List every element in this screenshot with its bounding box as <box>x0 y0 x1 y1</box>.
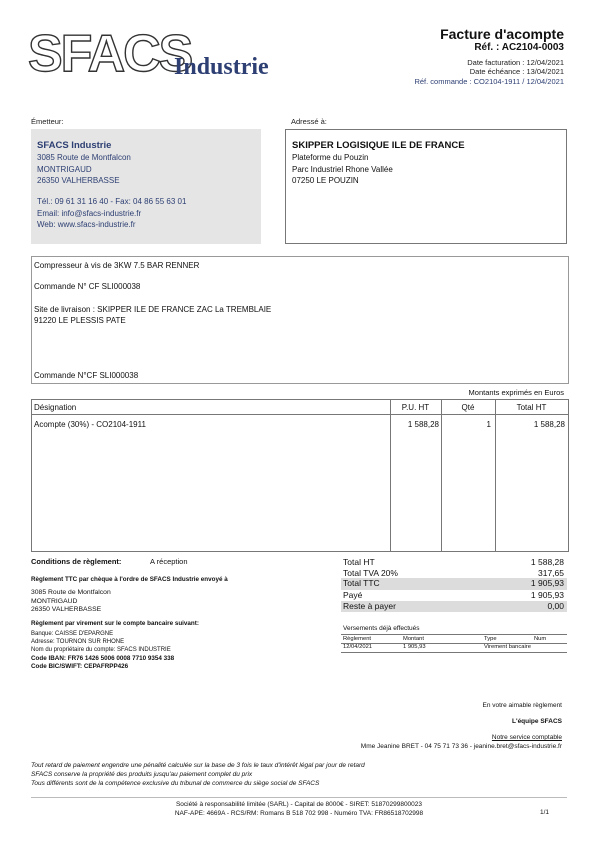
recipient-address <box>292 152 393 187</box>
payment-row <box>341 643 567 653</box>
bank-owner: Nom du propriétaire du compte: SFACS INDUSTRIE <box>31 647 171 653</box>
total-value: 1 905,93 <box>530 578 564 588</box>
row-total: 1 588,28 <box>533 420 565 429</box>
total-value: 0,00 <box>547 600 564 611</box>
total-value: 1 588,28 <box>530 557 564 567</box>
emitter-line2: MONTRIGAUD <box>37 164 92 174</box>
cheque-address <box>31 589 111 615</box>
invoice-ref: Réf. : AC2104-0003 <box>474 42 564 53</box>
header-pu: P.U. HT <box>401 403 430 412</box>
payment-date: 12/04/2021 <box>343 644 373 650</box>
bic: Code BIC/SWIFT: CEPAFRPP426 <box>31 663 129 670</box>
total-row <box>341 590 567 602</box>
conditions-value: A réception <box>150 557 188 566</box>
legal-line3: Tous différents sont de la compétence exclusive du tribunal de commerce du siège social de SFACS <box>31 780 320 787</box>
row-qty: 1 <box>486 420 491 429</box>
cheque-line3: 26350 VALHERBASSE <box>31 606 102 613</box>
emitter-name: SFACS Industrie <box>37 140 112 151</box>
closing-service: Notre service comptable <box>491 734 562 741</box>
total-value: 1 905,93 <box>530 589 564 600</box>
total-row <box>341 578 567 590</box>
company-logo: SFACS <box>28 25 192 83</box>
invoice-title: Facture d'acompte <box>440 26 564 42</box>
header-designation: Désignation <box>34 403 77 412</box>
recipient-line2: Parc Industriel Rhone Vallée <box>292 164 393 174</box>
emitter-line3: 26350 VALHERBASSE <box>37 176 120 185</box>
emitter-box <box>31 129 261 244</box>
virement-title: Règlement par virement sur le compte bancaire suivant: <box>31 620 199 627</box>
total-value: 317,65 <box>538 567 564 578</box>
emitter-email[interactable]: Email: info@sfacs-industrie.fr <box>37 208 142 218</box>
payments-title: Versements déjà effectués <box>343 625 420 632</box>
payments-header-reglement: Règlement <box>343 636 372 642</box>
recipient-name: SKIPPER LOGISIQUE ILE DE FRANCE <box>292 140 465 151</box>
page-number: 1/1 <box>539 809 549 816</box>
total-label: Reste à payer <box>343 600 396 611</box>
legal-notes <box>31 761 365 788</box>
row-designation: Acompte (30%) - CO2104-1911 <box>34 420 146 429</box>
recipient-line3: 07250 LE POUZIN <box>292 176 359 185</box>
legal-line2: SFACS conserve la propriété des produits jusqu'au paiement complet du prix <box>31 771 253 778</box>
legal-line1: Tout retard de paiement engendre une pénalité calculée sur la base de 3 fois le taux d'intérêt légal par jour de retard <box>31 762 365 769</box>
recipient-label: Adressé à: <box>291 117 327 126</box>
cheque-line1: 3085 Route de Montfalcon <box>31 589 111 596</box>
iban: Code IBAN: FR76 1426 5006 0008 7710 9354 338 <box>31 655 175 662</box>
ref-commande: Réf. commande : CO2104-1911 / 12/04/2021 <box>414 77 564 86</box>
total-row <box>341 601 567 613</box>
date-facturation: Date facturation : 12/04/2021 <box>467 58 564 67</box>
date-echeance: Date échéance : 13/04/2021 <box>469 67 564 76</box>
emitter-label: Émetteur: <box>31 117 64 126</box>
footer-line1: Société à responsabilité limitée (SARL) - Capital de 8000€ - SIRET: 51870299800023 <box>175 801 423 808</box>
footer-line2: NAF-APE: 4669A - RCS/RM: Romans B 518 702 998 - Numéro TVA: FR86518702998 <box>174 810 424 817</box>
header-total: Total HT <box>516 403 547 412</box>
emitter-address <box>37 152 131 187</box>
cheque-title: Règlement TTC par chèque à l'ordre de SFACS Industrie envoyé à <box>31 576 228 583</box>
payments-header-num: Num <box>534 636 547 642</box>
bank-codes <box>31 655 174 671</box>
footer <box>31 800 567 818</box>
desc-line5: Commande N°CF SLI000038 <box>34 371 139 380</box>
row-pu: 1 588,28 <box>407 420 439 429</box>
conditions-label: Conditions de règlement: <box>31 557 122 566</box>
desc-line3: Site de livraison : SKIPPER ILE DE FRANCE ZAC La TREMBLAIE <box>34 305 272 314</box>
desc-line1: Compresseur à vis de 3KW 7.5 BAR RENNER <box>34 261 200 270</box>
payments-header-type: Type <box>484 636 497 642</box>
bank-info <box>31 630 171 654</box>
recipient-box <box>285 129 567 244</box>
closing-team: L'équipe SFACS <box>512 718 562 725</box>
recipient-line1: Plateforme du Pouzin <box>292 153 369 162</box>
total-label: Total TTC <box>343 578 380 588</box>
emitter-line1: 3085 Route de Montfalcon <box>37 153 131 162</box>
cheque-line2: MONTRIGAUD <box>31 597 78 605</box>
payments-header-montant: Montant <box>403 636 424 642</box>
currency-note: Montants exprimés en Euros <box>468 388 564 397</box>
desc-line2: Commande N° CF SLI000038 <box>34 282 141 291</box>
bank-name: Banque: CAISSE D'EPARGNE <box>31 631 114 637</box>
company-logo-subtitle: Industrie <box>174 54 269 80</box>
total-label: Total TVA 20% <box>343 567 398 578</box>
footer-divider <box>31 797 567 798</box>
emitter-web[interactable]: Web: www.sfacs-industrie.fr <box>37 220 136 229</box>
description-box <box>31 256 569 384</box>
payment-type: Virement bancaire <box>484 644 531 650</box>
emitter-phone: Tél.: 09 61 31 16 40 - Fax: 04 86 55 63 01 <box>37 197 187 206</box>
closing-contact: Mme Jeanine BRET - 04 75 71 73 36 - jeanine.bret@sfacs-industrie.fr <box>360 743 562 750</box>
total-label: Payé <box>343 589 363 600</box>
desc-line4: 91220 LE PLESSIS PATE <box>34 316 126 325</box>
emitter-contact <box>37 196 186 231</box>
payment-amount: 1 905,93 <box>403 644 426 650</box>
bank-address: Adresse: TOURNON SUR RHONE <box>31 639 125 645</box>
total-label: Total HT <box>343 557 375 567</box>
closing-greeting: En votre aimable règlement <box>482 702 562 709</box>
header-qty: Qté <box>461 403 475 412</box>
items-table <box>31 399 569 552</box>
